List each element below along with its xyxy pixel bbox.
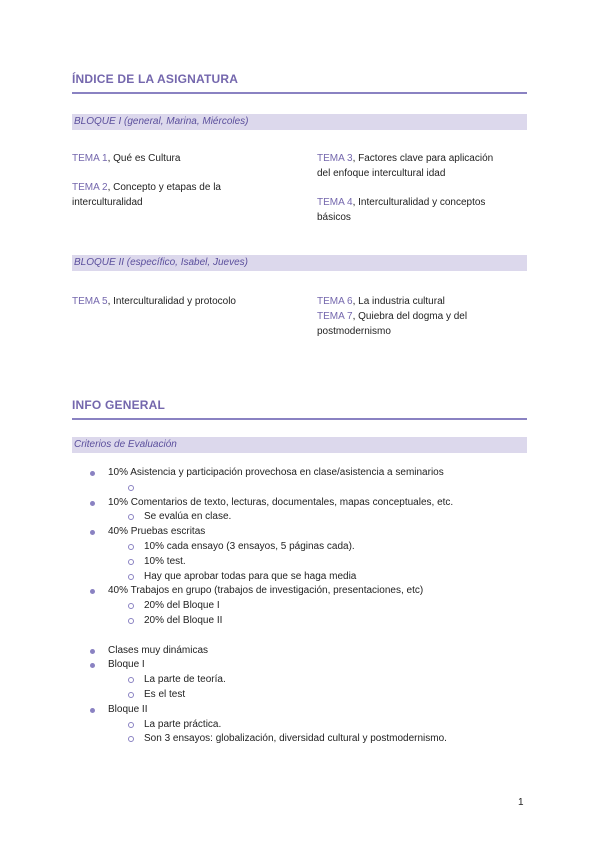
sub-list-item: 20% del Bloque I xyxy=(90,599,530,614)
sub-list-item: Son 3 ensayos: globalización, diversidad cultural y postmodernismo. xyxy=(90,732,530,747)
tema1-label: TEMA 1 xyxy=(72,153,108,164)
sub-list-item: 10% cada ensayo (3 ensayos, 5 páginas cada). xyxy=(90,540,530,555)
list-item: 40% Pruebas escritas xyxy=(90,525,530,540)
sub-list-item: 20% del Bloque II xyxy=(90,614,530,629)
tema7-label: TEMA 7 xyxy=(317,311,353,322)
criterios-header: Criterios de Evaluación xyxy=(72,437,527,453)
tema4-label: TEMA 4 xyxy=(317,197,353,208)
bloque1-header: BLOQUE I (general, Marina, Miércoles) xyxy=(72,114,527,130)
info-title: INFO GENERAL xyxy=(72,398,527,420)
tema5-text: , Interculturalidad y protocolo xyxy=(107,296,236,307)
tema1-entry xyxy=(72,151,302,166)
sub-list-item xyxy=(90,481,530,496)
indice-title: ÍNDICE DE LA ASIGNATURA xyxy=(72,72,527,94)
tema6-label: TEMA 6 xyxy=(317,296,353,307)
tema3-text-line2: del enfoque intercultural idad xyxy=(317,168,446,179)
criteria-list xyxy=(90,466,530,747)
tema2-entry xyxy=(72,180,302,210)
tema2-text-line2: interculturalidad xyxy=(72,197,143,208)
list-spacer xyxy=(90,629,530,644)
bloque2-header: BLOQUE II (específico, Isabel, Jueves) xyxy=(72,255,527,271)
sub-list-item: 10% test. xyxy=(90,555,530,570)
sub-list-item: La parte de teoría. xyxy=(90,673,530,688)
tema1-text: , Qué es Cultura xyxy=(107,153,181,164)
tema2-label: TEMA 2 xyxy=(72,182,108,193)
sub-list-item: La parte práctica. xyxy=(90,718,530,733)
list-item: Bloque II xyxy=(90,703,530,718)
tema3-entry xyxy=(317,151,532,181)
tema4-text: , Interculturalidad y conceptos xyxy=(352,197,486,208)
tema5-label: TEMA 5 xyxy=(72,296,108,307)
sub-list-item: Es el test xyxy=(90,688,530,703)
tema5-entry xyxy=(72,294,302,309)
tema6-entry xyxy=(317,294,532,309)
tema3-text: , Factores clave para aplicación xyxy=(352,153,494,164)
page-number: 1 xyxy=(518,797,524,808)
tema6-text: , La industria cultural xyxy=(352,296,445,307)
tema7-text: , Quiebra del dogma y del xyxy=(352,311,468,322)
tema7-entry xyxy=(317,309,532,339)
tema2-text: , Concepto y etapas de la xyxy=(107,182,221,193)
list-item: 40% Trabajos en grupo (trabajos de investigación, presentaciones, etc) xyxy=(90,584,530,599)
tema3-label: TEMA 3 xyxy=(317,153,353,164)
sub-list-item: Se evalúa en clase. xyxy=(90,510,530,525)
sub-list-item: Hay que aprobar todas para que se haga media xyxy=(90,570,530,585)
tema4-text-line2: básicos xyxy=(317,212,351,223)
list-item: Clases muy dinámicas xyxy=(90,644,530,659)
list-item: 10% Comentarios de texto, lecturas, documentales, mapas conceptuales, etc. xyxy=(90,496,530,511)
tema7-text-line2: postmodernismo xyxy=(317,326,391,337)
list-item: 10% Asistencia y participación provechosa en clase/asistencia a seminarios xyxy=(90,466,530,481)
tema4-entry xyxy=(317,195,532,225)
list-item: Bloque I xyxy=(90,658,530,673)
